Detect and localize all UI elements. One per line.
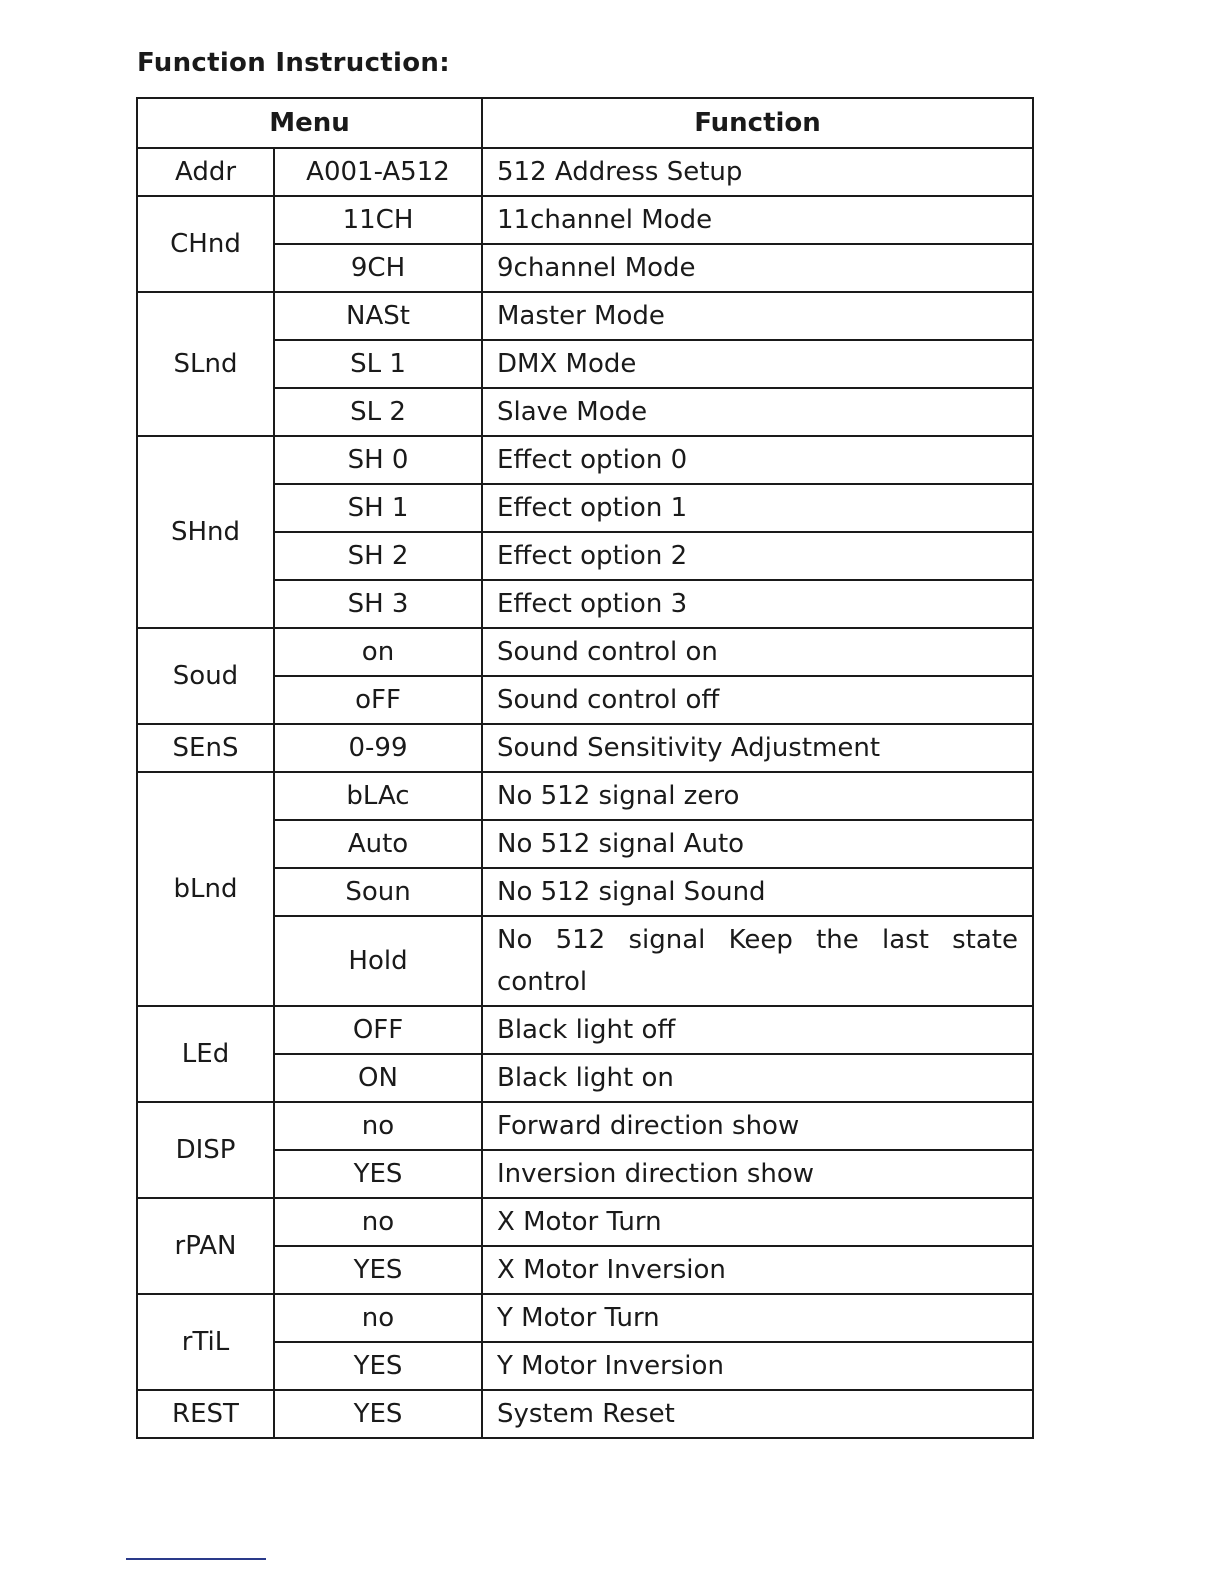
table-row [137,628,1033,676]
menu-value: SH 1 [274,484,482,532]
menu-key-soud: Soud [137,628,274,724]
menu-value: SL 1 [274,340,482,388]
function-description: 9channel Mode [482,244,1033,292]
menu-value: bLAc [274,772,482,820]
menu-key-rest: REST [137,1390,274,1438]
function-description: Effect option 2 [482,532,1033,580]
menu-key-led: LEd [137,1006,274,1102]
function-description: Black light on [482,1054,1033,1102]
table-body [137,148,1033,1438]
function-description: No 512 signal Auto [482,820,1033,868]
function-header: Function [482,98,1033,148]
menu-header: Menu [137,98,482,148]
function-description: X Motor Inversion [482,1246,1033,1294]
function-description: Master Mode [482,292,1033,340]
function-description: X Motor Turn [482,1198,1033,1246]
function-description: Sound Sensitivity Adjustment [482,724,1033,772]
table-row [137,1294,1033,1342]
menu-key-sens: SEnS [137,724,274,772]
menu-value: SH 2 [274,532,482,580]
table-row [137,1006,1033,1054]
function-description: Slave Mode [482,388,1033,436]
menu-value: 9CH [274,244,482,292]
footer-rule [126,1558,266,1560]
function-description: No 512 signal Keep the last state control [482,916,1033,1006]
function-description: No 512 signal zero [482,772,1033,820]
table-row [137,1390,1033,1438]
function-description: 512 Address Setup [482,148,1033,196]
menu-value: on [274,628,482,676]
table-row [137,724,1033,772]
function-description: Y Motor Turn [482,1294,1033,1342]
function-description: 11channel Mode [482,196,1033,244]
menu-value: Hold [274,916,482,1006]
menu-value: YES [274,1342,482,1390]
menu-key-disp: DISP [137,1102,274,1198]
menu-value: YES [274,1150,482,1198]
menu-value: no [274,1198,482,1246]
menu-value: NASt [274,292,482,340]
header-row [137,98,1033,148]
function-description: DMX Mode [482,340,1033,388]
function-description: Effect option 3 [482,580,1033,628]
table-row [137,196,1033,244]
function-description: System Reset [482,1390,1033,1438]
table-row [137,1198,1033,1246]
menu-key-slnd: SLnd [137,292,274,436]
function-description: No 512 signal Sound [482,868,1033,916]
menu-value: no [274,1102,482,1150]
menu-value: Soun [274,868,482,916]
menu-key-shnd: SHnd [137,436,274,628]
function-description: Forward direction show [482,1102,1033,1150]
function-description: Y Motor Inversion [482,1342,1033,1390]
menu-key-rpan: rPAN [137,1198,274,1294]
menu-value: Auto [274,820,482,868]
menu-key-addr: Addr [137,148,274,196]
menu-value: OFF [274,1006,482,1054]
menu-value: 11CH [274,196,482,244]
menu-value: SH 3 [274,580,482,628]
table-row [137,1102,1033,1150]
function-description: Effect option 0 [482,436,1033,484]
menu-key-chnd: CHnd [137,196,274,292]
function-description: Inversion direction show [482,1150,1033,1198]
menu-value: oFF [274,676,482,724]
menu-value: SL 2 [274,388,482,436]
page-title: Function Instruction: [137,48,450,78]
table-row [137,772,1033,820]
menu-value: YES [274,1390,482,1438]
menu-key-blnd: bLnd [137,772,274,1006]
table-row [137,148,1033,196]
function-table [136,97,1034,1439]
menu-value: SH 0 [274,436,482,484]
function-description: Sound control off [482,676,1033,724]
menu-key-rtil: rTiL [137,1294,274,1390]
menu-value: ON [274,1054,482,1102]
menu-value: no [274,1294,482,1342]
table-row [137,292,1033,340]
table-row [137,436,1033,484]
menu-value: 0-99 [274,724,482,772]
function-description: Sound control on [482,628,1033,676]
function-description: Effect option 1 [482,484,1033,532]
menu-value: A001-A512 [274,148,482,196]
menu-value: YES [274,1246,482,1294]
function-description: Black light off [482,1006,1033,1054]
